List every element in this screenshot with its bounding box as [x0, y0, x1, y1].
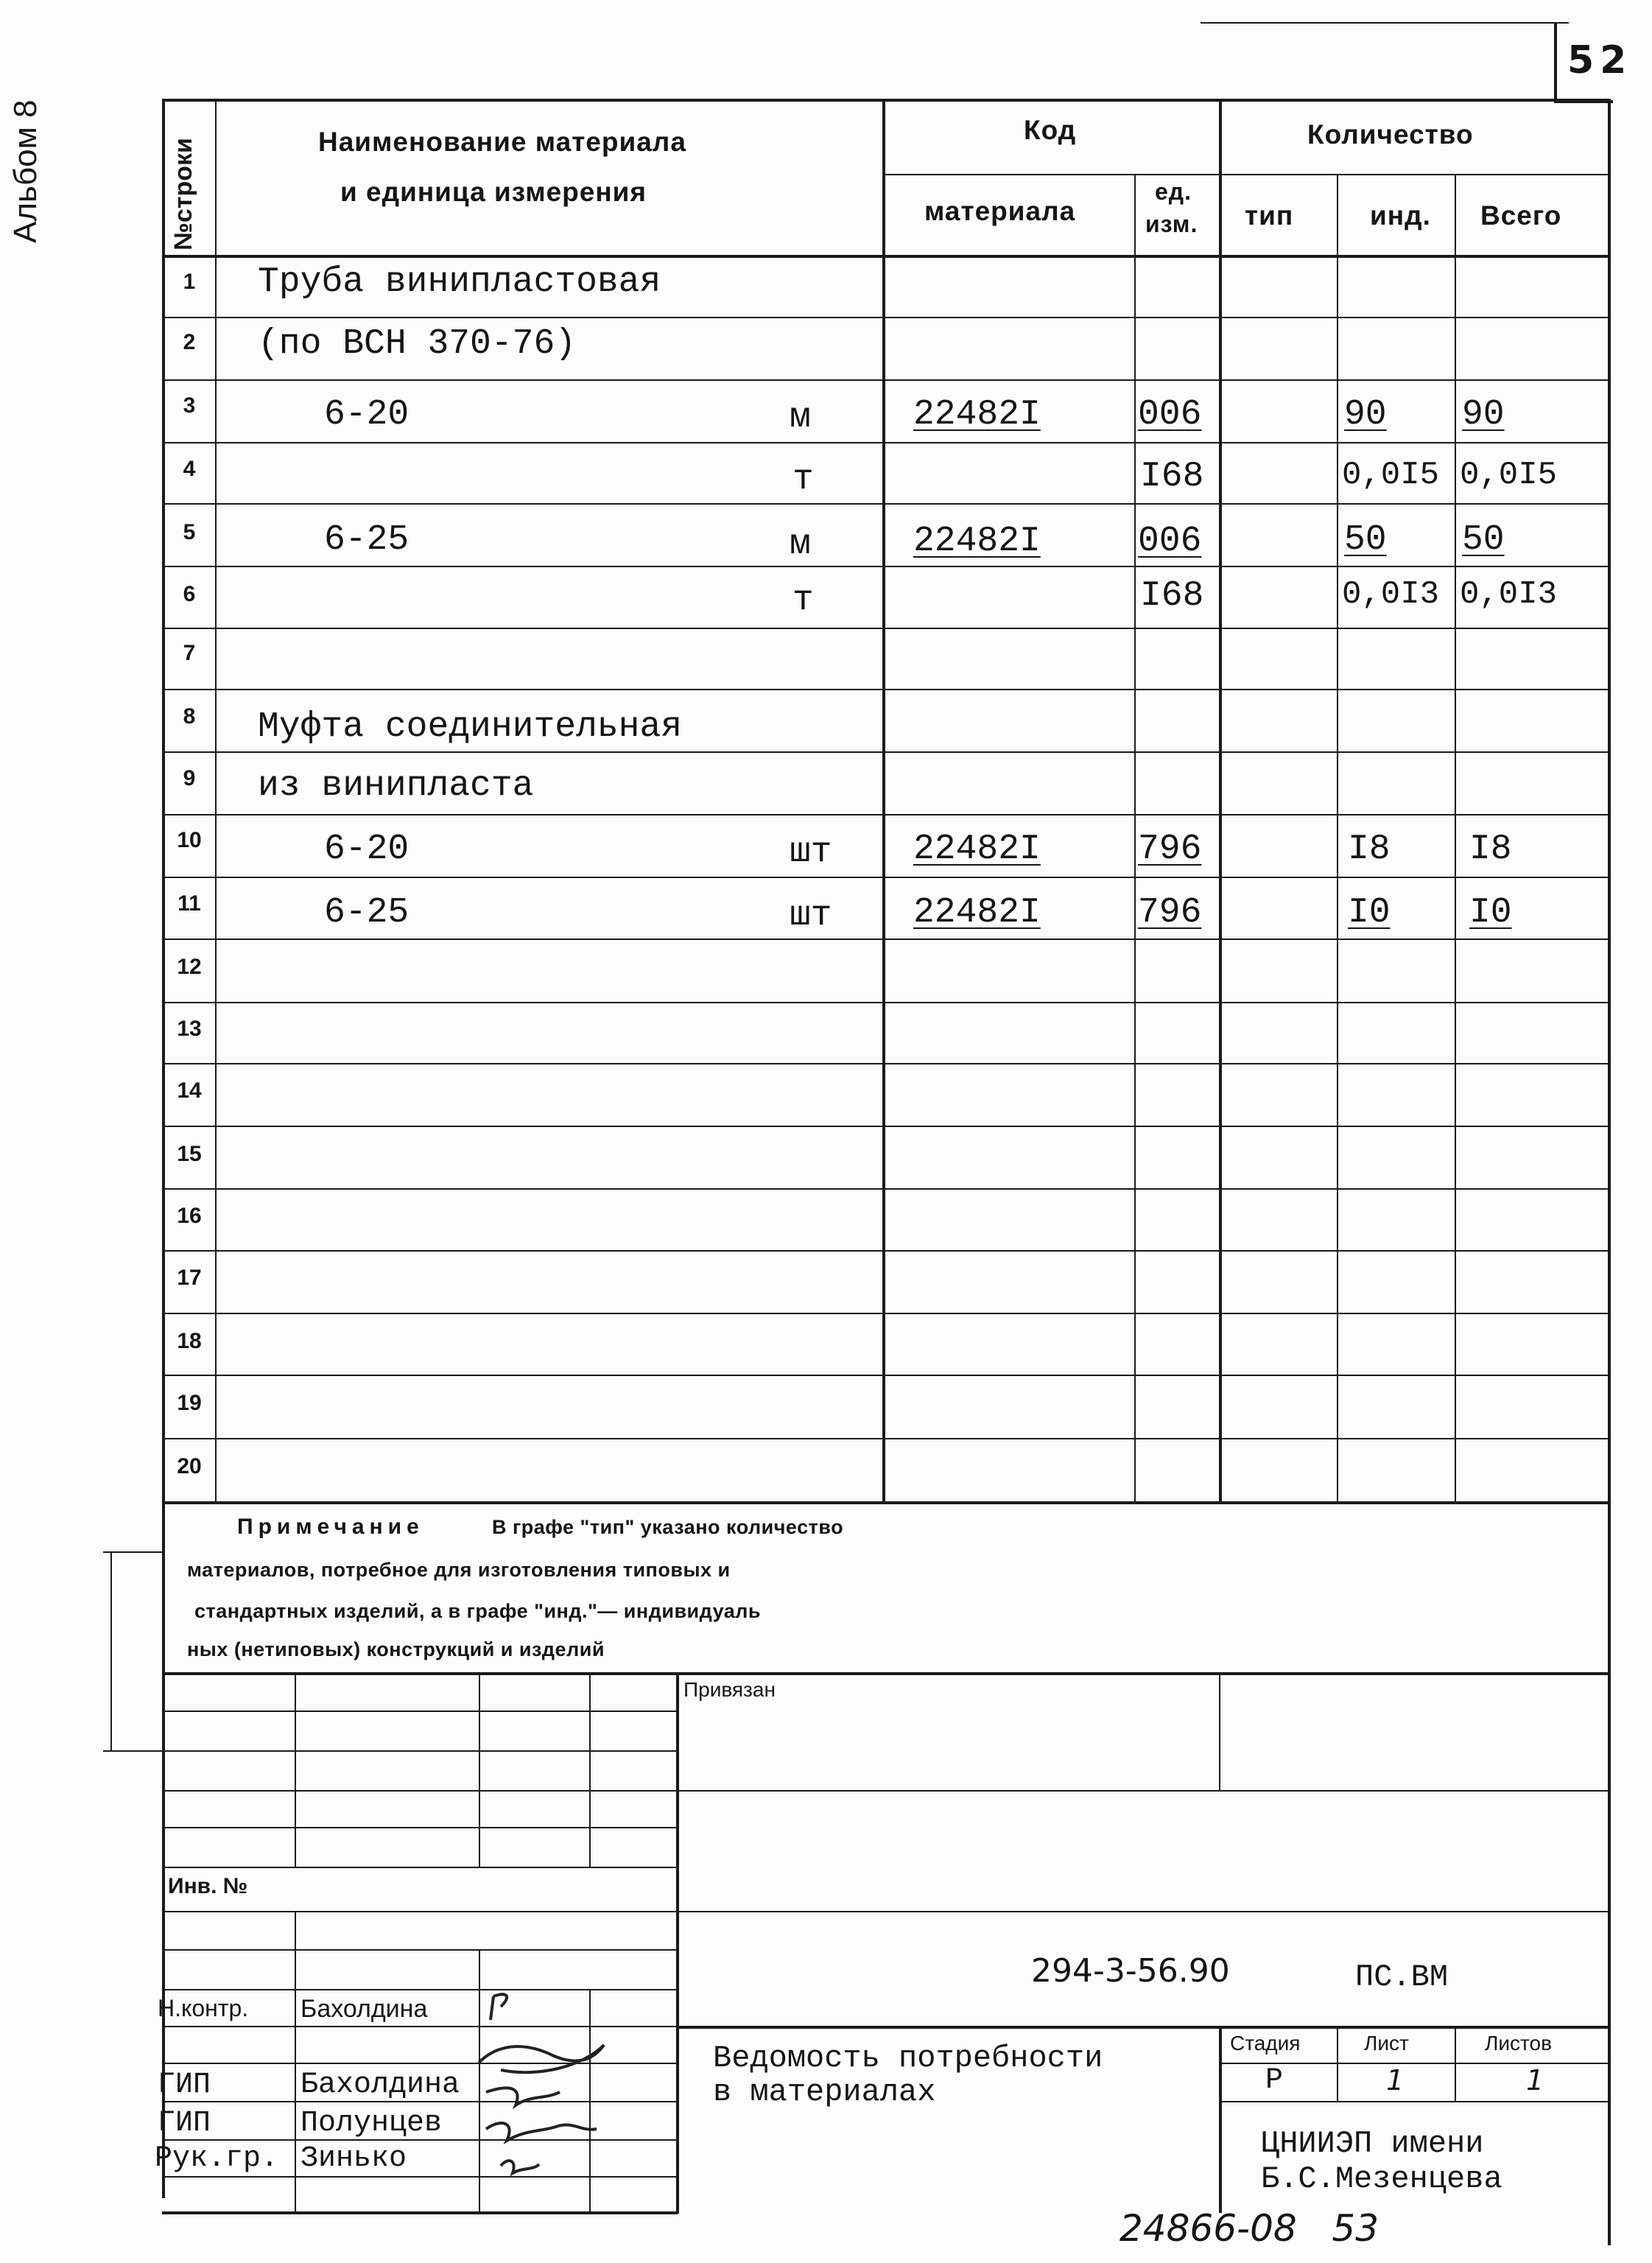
note-line-1: В графе "тип" указано количество	[492, 1516, 844, 1538]
signature-role: Н.контр.	[158, 1995, 249, 2021]
material-code: 22482I	[913, 829, 1041, 869]
header-code-unit-2: изм.	[1145, 211, 1198, 237]
unit: м	[790, 398, 811, 438]
row-number: 11	[177, 891, 201, 916]
album-label: Альбом 8	[7, 99, 43, 243]
header-code: Код	[1024, 115, 1077, 145]
qty-total: 0,0I3	[1460, 576, 1558, 613]
note-line-4: ных (нетиповых) конструкций и изделий	[187, 1638, 605, 1660]
inv-no-label: Инв. №	[168, 1874, 248, 1898]
row-number: 20	[177, 1454, 202, 1478]
sheet-label: Лист	[1364, 2032, 1409, 2055]
archive-stamp: 24866-08 53	[1120, 2207, 1379, 2250]
signature-role: ГИП	[158, 2107, 211, 2140]
row-number: 1	[183, 270, 196, 294]
qty-ind: I8	[1348, 829, 1391, 869]
unit: т	[792, 580, 814, 620]
header-qty-ind: инд.	[1370, 200, 1431, 231]
material-name: 6-20	[324, 829, 410, 869]
note-label: Примечание	[237, 1515, 424, 1539]
signature-role: Рук.гр.	[155, 2142, 279, 2175]
sheet-value: 1	[1386, 2064, 1405, 2097]
header-name-line1: Наименование материала	[318, 127, 686, 157]
row-number: 16	[177, 1204, 202, 1228]
header-name-line2: и единица измерения	[340, 177, 647, 207]
row-number: 6	[183, 582, 196, 606]
unit: т	[792, 460, 814, 499]
signature-role: ГИП	[158, 2069, 211, 2102]
row-number: 17	[177, 1266, 202, 1290]
row-number: 2	[183, 330, 196, 354]
stage-value: Р	[1265, 2064, 1284, 2097]
organization-line1: ЦНИИЭП имени	[1261, 2126, 1484, 2161]
signature-name: Полунцев	[300, 2107, 443, 2140]
material-name: 6-25	[324, 893, 410, 933]
qty-ind: 0,0I3	[1342, 576, 1440, 613]
privyazan-label: Привязан	[683, 1678, 776, 1701]
organization-line2: Б.С.Мезенцева	[1261, 2161, 1502, 2197]
material-name: 6-20	[324, 395, 410, 435]
unit: шт	[790, 896, 832, 936]
row-number: 15	[177, 1142, 202, 1166]
header-code-material: материала	[924, 196, 1076, 226]
header-code-unit-1: ед.	[1155, 178, 1192, 205]
signature-name: Бахолдина	[300, 1995, 428, 2023]
document-title-line1: Ведомость потребности	[713, 2041, 1103, 2076]
header-quantity: Количество	[1307, 119, 1474, 150]
row-number: 4	[183, 457, 196, 481]
material-code: 22482I	[913, 522, 1041, 561]
unit-code: I68	[1140, 576, 1204, 616]
qty-total: I8	[1469, 829, 1512, 869]
handwritten-signatures	[471, 1974, 648, 2210]
note-line-3: стандартных изделий, а в графе "инд."— индивидуаль	[194, 1600, 762, 1622]
material-name: (по ВСН 370-76)	[258, 324, 577, 364]
material-name: Труба винипластовая	[258, 262, 661, 302]
material-name: Муфта соединительная	[258, 707, 683, 747]
page-number: 52	[1567, 38, 1633, 83]
unit-code: 796	[1138, 893, 1202, 933]
header-row-no: №строки	[169, 138, 197, 250]
material-code: 22482I	[913, 395, 1041, 435]
qty-ind: 0,0I5	[1342, 457, 1440, 494]
row-number: 7	[183, 641, 196, 665]
unit-code: 796	[1138, 829, 1202, 869]
unit-code: 006	[1138, 395, 1202, 435]
stage-label: Стадия	[1230, 2032, 1301, 2055]
qty-total: I0	[1469, 893, 1512, 933]
row-number: 19	[177, 1391, 202, 1415]
document-suffix: ПС.ВМ	[1355, 1959, 1449, 1995]
qty-total: 90	[1462, 395, 1505, 435]
note-line-2: материалов, потребное для изготовления типовых и	[187, 1559, 731, 1581]
row-number: 8	[183, 704, 196, 729]
sheets-value: 1	[1526, 2064, 1544, 2097]
signature-name: Бахолдина	[300, 2069, 460, 2102]
row-number: 13	[177, 1017, 202, 1041]
unit: шт	[790, 832, 832, 872]
row-number: 5	[183, 520, 196, 544]
row-number: 14	[177, 1078, 202, 1103]
document-title-line2: в материалах	[713, 2074, 936, 2110]
material-code: 22482I	[913, 893, 1041, 933]
qty-total: 0,0I5	[1460, 457, 1558, 494]
unit-code: I68	[1140, 457, 1204, 497]
row-number: 18	[177, 1329, 202, 1353]
header-qty-type: тип	[1245, 200, 1294, 231]
document-code: 294-3-56.90	[1031, 1952, 1230, 1990]
material-name: 6-25	[324, 520, 410, 560]
row-number: 9	[183, 766, 196, 790]
qty-ind: 50	[1344, 520, 1387, 560]
qty-ind: 90	[1344, 395, 1387, 435]
qty-ind: I0	[1348, 893, 1391, 933]
unit: м	[790, 524, 811, 564]
header-qty-total: Всего	[1480, 200, 1562, 231]
sheets-label: Листов	[1485, 2032, 1552, 2055]
signature-name: Зинько	[300, 2142, 407, 2175]
qty-total: 50	[1462, 520, 1505, 560]
row-number: 12	[177, 955, 202, 979]
row-number: 3	[183, 393, 196, 418]
material-name: из винипласта	[258, 766, 534, 806]
row-number: 10	[177, 828, 202, 852]
unit-code: 006	[1138, 522, 1202, 561]
